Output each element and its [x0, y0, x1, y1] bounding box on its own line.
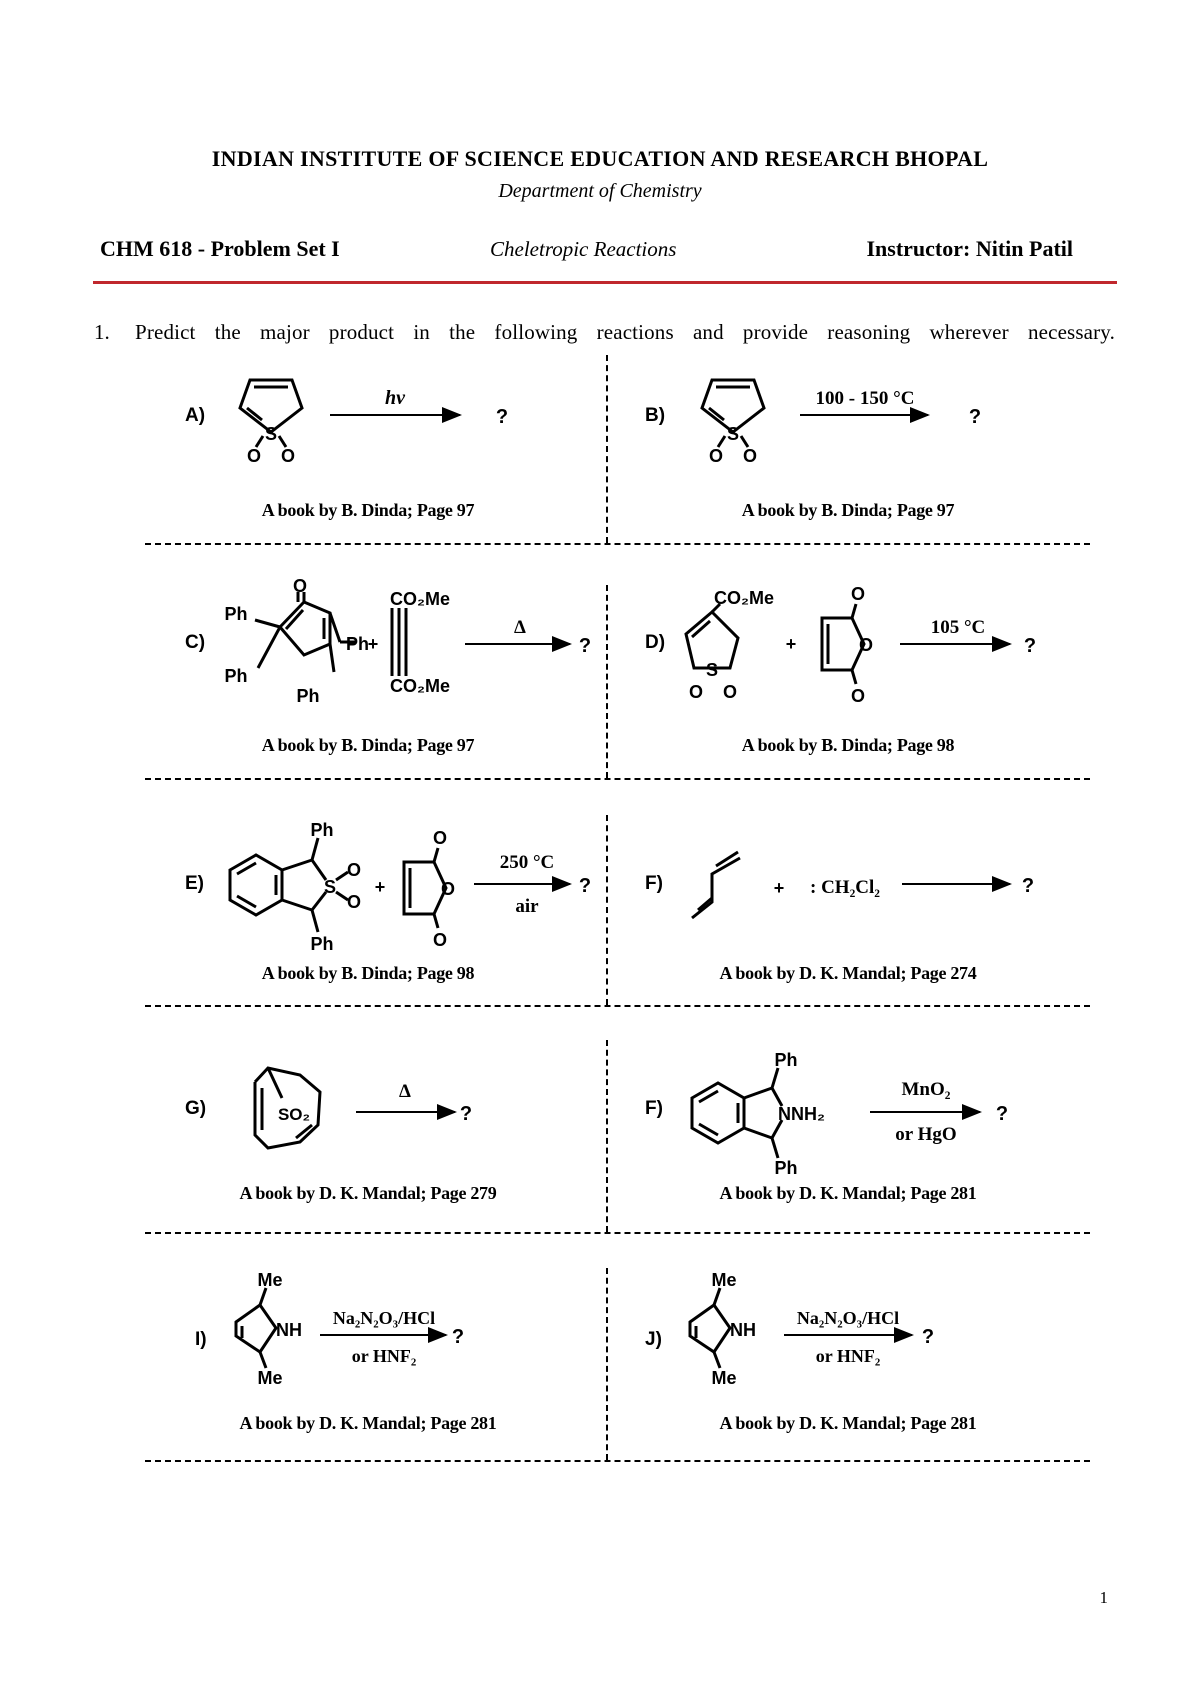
- ester-c1: CO₂Me: [389, 589, 451, 609]
- institute-title: INDIAN INSTITUTE OF SCIENCE EDUCATION AND RESEARCH BHOPAL: [211, 146, 989, 171]
- page-number: 1: [1099, 1588, 1108, 1607]
- product-b: ?: [968, 406, 982, 428]
- oxygen-atom-b1: O: [708, 446, 724, 466]
- reference-g: A book by D. K. Mandal; Page 279: [239, 1183, 497, 1203]
- phenyl-c4: Ph: [346, 634, 370, 654]
- ring-oxygen-d: O: [858, 635, 874, 655]
- structure-d-maleic-anhydride: [822, 604, 864, 684]
- problem-label-f2: F): [645, 1098, 663, 1119]
- carbonyl-oxygen-d1: O: [850, 584, 866, 604]
- phenyl-c2: Ph: [224, 666, 248, 686]
- problem-label-a: A): [185, 405, 206, 426]
- phenyl-e1: Ph: [310, 820, 334, 840]
- oxygen-atom-e1: O: [346, 860, 362, 880]
- question-number: 1.: [94, 320, 110, 344]
- reference-f2: A book by D. K. Mandal; Page 281: [719, 1183, 977, 1203]
- reference-d: A book by B. Dinda; Page 98: [741, 735, 955, 755]
- oxygen-atom-d1: O: [688, 682, 704, 702]
- sulfonyl-g: SO₂: [277, 1105, 311, 1124]
- ester-c2: CO₂Me: [389, 676, 451, 696]
- problem-label-j: J): [645, 1329, 662, 1350]
- problem-label-g: G): [185, 1098, 207, 1119]
- product-a: ?: [495, 406, 509, 428]
- reference-j: A book by D. K. Mandal; Page 281: [719, 1413, 977, 1433]
- phenyl-e2: Ph: [310, 934, 334, 954]
- oxygen-atom-a2: O: [280, 446, 296, 466]
- problem-label-d: D): [645, 632, 666, 653]
- condition-j: Na₂N₂O₃/HCl: [796, 1308, 900, 1328]
- phenyl-c1: Ph: [224, 604, 248, 624]
- product-i: ?: [451, 1326, 465, 1348]
- reference-e: A book by B. Dinda; Page 98: [261, 963, 475, 983]
- oxygen-atom-e2: O: [346, 892, 362, 912]
- condition-g: Δ: [399, 1081, 411, 1102]
- product-c: ?: [578, 635, 592, 657]
- condition-e: 250 °C: [499, 852, 555, 873]
- ketone-oxygen-c: O: [292, 576, 308, 596]
- structure-c-dmad: [392, 608, 406, 676]
- sulfur-atom-b: S: [726, 424, 740, 444]
- reference-f: A book by D. K. Mandal; Page 274: [719, 963, 977, 983]
- reference-a: A book by B. Dinda; Page 97: [261, 500, 475, 520]
- condition-f2: MnO₂: [901, 1079, 951, 1100]
- product-e: ?: [578, 875, 592, 897]
- plus-d: +: [785, 634, 797, 654]
- amine-i: NH: [276, 1320, 302, 1340]
- sulfur-atom-d: S: [705, 660, 719, 680]
- structure-i-pyrroline: [236, 1288, 276, 1368]
- condition-e-below: air: [515, 896, 539, 917]
- sulfur-atom-a: S: [264, 424, 278, 444]
- condition-a: hν: [385, 387, 405, 409]
- condition-i: Na₂N₂O₃/HCl: [332, 1308, 436, 1328]
- plus-f: +: [773, 878, 785, 898]
- problem-label-f: F): [645, 873, 663, 894]
- methyl-i1: Me: [257, 1270, 283, 1290]
- condition-i-below: or HNF₂: [351, 1346, 417, 1366]
- problem-label-e: E): [185, 873, 204, 894]
- plus-c: +: [367, 634, 379, 654]
- product-f: ?: [1021, 875, 1035, 897]
- methyl-j1: Me: [711, 1270, 737, 1290]
- structure-f-butadiene: [692, 852, 740, 918]
- sulfur-atom-e: S: [323, 877, 337, 897]
- amine-j: NH: [730, 1320, 756, 1340]
- product-g: ?: [459, 1103, 473, 1125]
- instructor-name: Instructor: Nitin Patil: [866, 236, 1073, 261]
- structure-f2-isoindoline: [692, 1068, 782, 1158]
- plus-e: +: [374, 877, 386, 897]
- condition-f2-below: or HgO: [895, 1124, 957, 1145]
- ring-oxygen-e: O: [440, 879, 456, 899]
- problem-set-topic: Cheletropic Reactions: [490, 237, 677, 261]
- methyl-i2: Me: [257, 1368, 283, 1388]
- problem-label-i: I): [195, 1329, 207, 1350]
- hydrazine-f2: NNH₂: [778, 1104, 825, 1124]
- condition-b: 100 - 150 °C: [815, 388, 915, 409]
- problem-label-b: B): [645, 405, 666, 426]
- condition-c: Δ: [514, 617, 526, 638]
- carbonyl-oxygen-d2: O: [850, 686, 866, 706]
- methyl-j2: Me: [711, 1368, 737, 1388]
- phenyl-f2b: Ph: [774, 1158, 798, 1178]
- structure-c-cyclopentadienone: [255, 592, 356, 672]
- course-code: CHM 618 - Problem Set I: [100, 236, 340, 261]
- product-j: ?: [921, 1326, 935, 1348]
- reference-i: A book by D. K. Mandal; Page 281: [239, 1413, 497, 1433]
- department-name: Department of Chemistry: [498, 180, 702, 202]
- condition-j-below: or HNF₂: [815, 1346, 881, 1366]
- carbene-f: : CH₂Cl₂: [810, 877, 880, 898]
- carbonyl-oxygen-e2: O: [432, 930, 448, 950]
- carbonyl-oxygen-e1: O: [432, 828, 448, 848]
- structure-d-sulfolene: [686, 604, 738, 668]
- condition-d: 105 °C: [930, 617, 986, 638]
- oxygen-atom-d2: O: [722, 682, 738, 702]
- product-d: ?: [1023, 635, 1037, 657]
- structure-j-pyrroline: [690, 1288, 730, 1368]
- oxygen-atom-b2: O: [742, 446, 758, 466]
- problem-label-c: C): [185, 632, 206, 653]
- ester-d: CO₂Me: [713, 588, 775, 608]
- question-text: Predict the major product in the following reactions and provide reasoning wherever necessary.: [135, 320, 1115, 344]
- structure-e-maleic-anhydride: [404, 848, 446, 928]
- oxygen-atom-a1: O: [246, 446, 262, 466]
- phenyl-c3: Ph: [296, 686, 320, 706]
- reference-c: A book by B. Dinda; Page 97: [261, 735, 475, 755]
- phenyl-f2a: Ph: [774, 1050, 798, 1070]
- reference-b: A book by B. Dinda; Page 97: [741, 500, 955, 520]
- product-f2: ?: [995, 1103, 1009, 1125]
